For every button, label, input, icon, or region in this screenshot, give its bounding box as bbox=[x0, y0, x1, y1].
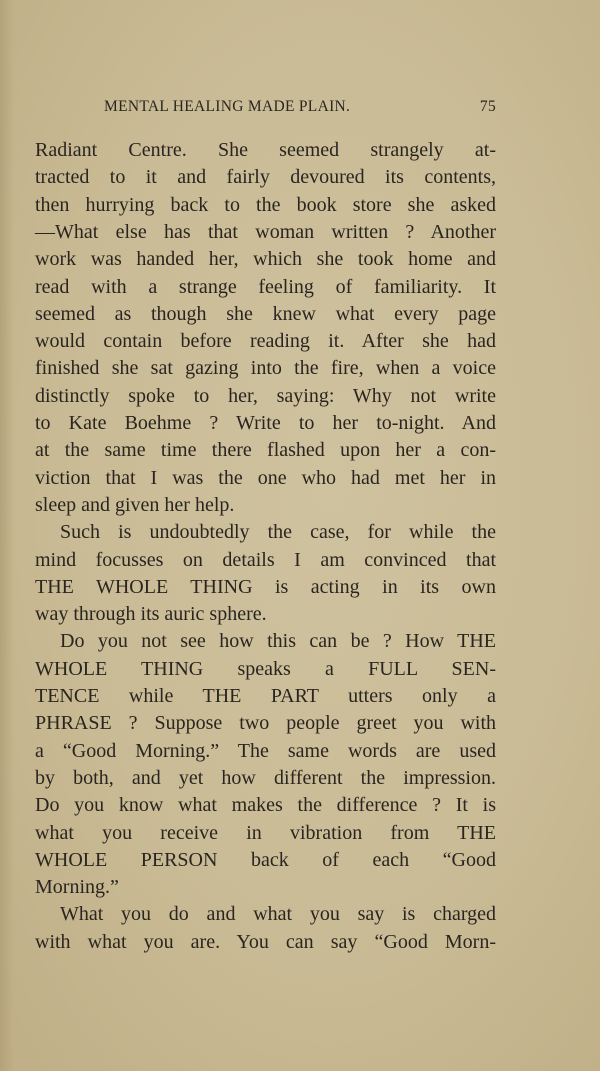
text-line: seemed as though she knew what every page bbox=[35, 302, 496, 325]
running-header bbox=[104, 98, 496, 122]
text-line: mind focusses on details I am convinced that bbox=[35, 548, 496, 571]
page-number: 75 bbox=[479, 98, 496, 115]
text-line: to Kate Boehme ? Write to her to-night. And bbox=[35, 412, 496, 434]
text-line: a “Good Morning.” The same words are used bbox=[35, 739, 496, 762]
text-line: at the same time there flashed upon her a con- bbox=[35, 439, 496, 462]
text-line: WHOLE PERSON back of each “Good bbox=[35, 848, 496, 871]
text-line: Such is undoubtedly the case, for while the bbox=[60, 521, 496, 544]
text-line: Do you know what makes the difference ? It is bbox=[35, 794, 496, 817]
text-line: viction that I was the one who had met her in bbox=[35, 466, 496, 489]
text-line: what you receive in vibration from THE bbox=[35, 821, 496, 844]
text-line: THE WHOLE THING is acting in its own bbox=[35, 575, 496, 598]
text-line: way through its auric sphere. bbox=[35, 603, 267, 626]
text-line: read with a strange feeling of familiarity. It bbox=[35, 275, 496, 298]
text-line: tracted to it and fairly devoured its contents, bbox=[35, 166, 496, 189]
text-line: WHOLE THING speaks a FULL SEN- bbox=[35, 657, 496, 680]
page-gutter-shadow bbox=[0, 0, 14, 1071]
text-line: distinctly spoke to her, saying: Why not write bbox=[35, 384, 496, 407]
text-line: PHRASE ? Suppose two people greet you with bbox=[35, 712, 496, 735]
text-line: Morning.” bbox=[35, 876, 119, 899]
text-line: work was handed her, which she took home and bbox=[35, 248, 496, 271]
text-line: then hurrying back to the book store she asked bbox=[35, 193, 496, 216]
text-line: by both, and yet how different the impression. bbox=[35, 766, 496, 789]
text-line: What you do and what you say is charged bbox=[60, 903, 496, 926]
text-line: would contain before reading it. After she had bbox=[35, 330, 496, 353]
text-line: sleep and given her help. bbox=[35, 493, 235, 516]
running-title: MENTAL HEALING MADE PLAIN. bbox=[104, 98, 351, 115]
text-line: TENCE while THE PART utters only a bbox=[35, 685, 496, 707]
text-line: —What else has that woman written ? Another bbox=[35, 220, 496, 243]
text-line: with what you are. You can say “Good Morn- bbox=[35, 930, 496, 953]
text-line: finished she sat gazing into the fire, when a voice bbox=[35, 357, 496, 380]
text-line: Do you not see how this can be ? How THE bbox=[60, 630, 496, 653]
text-line: Radiant Centre. She seemed strangely at- bbox=[35, 139, 496, 161]
